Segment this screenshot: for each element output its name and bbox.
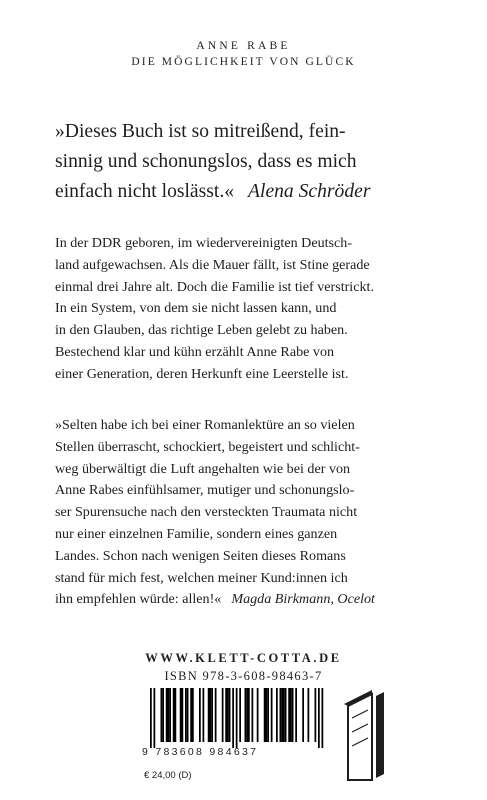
blurb-line: in den Glauben, das richtige Leben gelebt zu haben. — [55, 322, 348, 339]
review-quote — [55, 415, 445, 611]
book-title: DIE MÖGLICHKEIT VON GLÜCK — [131, 56, 356, 68]
barcode-bar — [227, 688, 229, 742]
barcode-bar — [185, 688, 187, 742]
barcode-bar — [150, 688, 152, 748]
review-line: »Selten habe ich bei einer Romanlektüre an so vielen — [55, 417, 355, 433]
barcode-bar — [248, 688, 250, 742]
barcode-bar — [222, 688, 224, 742]
barcode-bar — [285, 688, 287, 742]
blurb-line: einmal drei Jahre alt. Doch die Familie ist tief verstrickt. — [55, 278, 374, 295]
price-label: € 24,00 (D) — [144, 770, 192, 781]
barcode-bar — [315, 688, 317, 742]
barcode-bar — [283, 688, 285, 742]
blurb-line: Bestechend klar und kühn erzählt Anne Rabe von — [55, 343, 335, 360]
barcode-bar — [252, 688, 254, 742]
book-blurb — [55, 233, 445, 386]
review-line: stand für mich fest, welchen meiner Kund:innen ich — [55, 569, 348, 586]
barcode-bar — [166, 688, 168, 742]
barcode-bar — [322, 688, 324, 748]
barcode-bar — [192, 688, 194, 742]
barcode-bar — [280, 688, 282, 742]
barcode-bar — [292, 688, 294, 742]
barcode-bar — [199, 688, 201, 742]
review-line — [55, 589, 445, 611]
barcode-bar — [266, 688, 268, 742]
barcode-bar — [264, 688, 266, 742]
publisher-website[interactable]: WWW.KLETT-COTTA.DE — [145, 651, 342, 665]
blurb-line: In der DDR geboren, im wiedervereinigten Deutsch- — [55, 235, 353, 251]
featured-quote-text: einfach nicht loslässt.« — [55, 181, 235, 202]
barcode-bar — [211, 688, 213, 742]
barcode — [142, 688, 332, 758]
isbn-number: ISBN 978-3-608-98463-7 — [164, 669, 323, 683]
review-attribution: Magda Birkmann, Ocelot — [231, 591, 375, 608]
barcode-bar — [295, 688, 297, 742]
review-line: Landes. Schon nach wenigen Seiten dieses Romans — [55, 547, 346, 564]
review-line: ser Spurensuche nach den versteckten Traumata nicht — [55, 504, 358, 521]
barcode-bar — [169, 688, 171, 742]
review-line: Anne Rabes einfühlsamer, mutiger und schonungslo- — [55, 482, 355, 499]
featured-quote — [55, 117, 455, 207]
barcode-bar — [245, 688, 247, 742]
featured-quote-line — [55, 177, 455, 207]
barcode-bars — [142, 688, 332, 748]
barcode-bar — [239, 688, 241, 742]
barcode-bar — [276, 688, 278, 742]
author-name: ANNE RABE — [196, 40, 291, 52]
barcode-bar — [161, 688, 163, 742]
review-line: Stellen überrascht, schockiert, begeistert und schlicht- — [55, 438, 360, 455]
barcode-bar — [271, 688, 273, 742]
barcode-bar — [257, 688, 259, 742]
barcode-digits: 9 783608 984637 — [142, 746, 259, 758]
barcode-bar — [210, 688, 212, 742]
barcode-bar — [182, 688, 184, 742]
barcode-bar — [175, 688, 177, 742]
featured-quote-line: »Dieses Buch ist so mitreißend, fein- — [55, 121, 346, 142]
featured-quote-attribution: Alena Schröder — [248, 181, 371, 202]
blurb-line: In ein System, von dem sie nicht lassen kann, und — [55, 300, 337, 317]
barcode-bar — [288, 688, 290, 742]
barcode-bar — [208, 688, 210, 742]
barcode-bar — [225, 688, 227, 742]
barcode-bar — [246, 688, 248, 742]
barcode-bar — [154, 688, 156, 748]
barcode-bar — [203, 688, 205, 742]
barcode-bar — [290, 688, 292, 742]
blurb-line: land aufgewachsen. Als die Mauer fällt, ist Stine gerade — [55, 256, 370, 273]
header — [0, 39, 487, 69]
barcode-bar — [236, 688, 238, 748]
review-text: ihn empfehlen würde: allen!« — [55, 591, 222, 608]
publisher-logo-icon — [338, 684, 388, 782]
barcode-bar — [281, 688, 283, 742]
barcode-bar — [168, 688, 170, 742]
barcode-bar — [308, 688, 310, 742]
barcode-bar — [190, 688, 192, 742]
barcode-bar — [302, 688, 304, 742]
featured-quote-line: sinnig und schonungslos, dass es mich — [55, 151, 357, 172]
barcode-bar — [267, 688, 269, 742]
blurb-line: einer Generation, deren Herkunft eine Leerstelle ist. — [55, 365, 349, 382]
barcode-bar — [187, 688, 189, 742]
barcode-bar — [232, 688, 234, 748]
barcode-bar — [215, 688, 217, 742]
barcode-bar — [180, 688, 182, 742]
barcode-bar — [173, 688, 175, 742]
review-line: nur einer einzelnen Familie, sondern eines ganzen — [55, 525, 338, 542]
review-line: weg überwältigt die Luft angehalten wie bei der von — [55, 460, 351, 477]
barcode-bar — [162, 688, 164, 742]
barcode-bar — [318, 688, 320, 748]
barcode-bar — [229, 688, 231, 742]
